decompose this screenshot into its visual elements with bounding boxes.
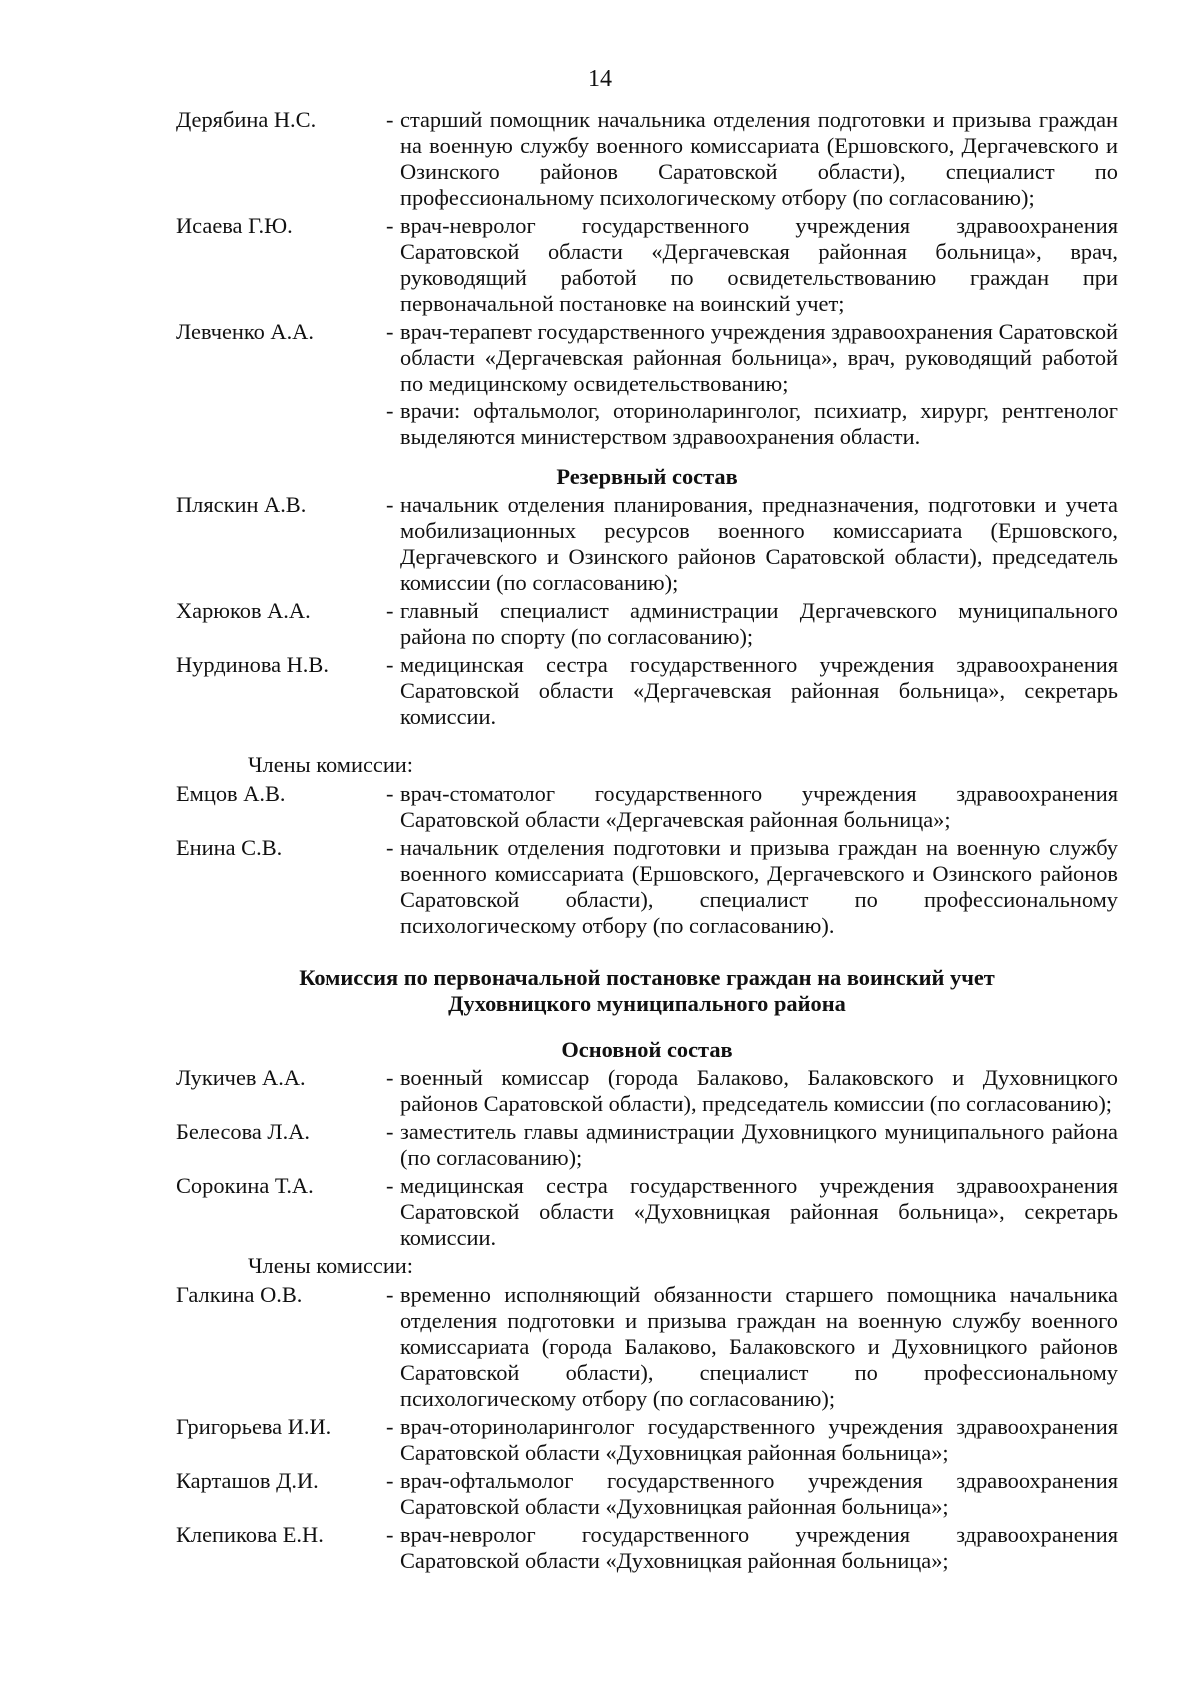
person-name: Дерябина Н.С.: [176, 107, 317, 132]
person-duties: - заместитель главы администрации Духовницкого муниципального района (по согласованию);: [386, 1119, 1118, 1170]
duty-text: военный комиссар (города Балаково, Балаковского и Духовницкого районов Саратовской области), председатель комиссии (по согласованию);: [400, 1065, 1118, 1116]
person-name: Харюков А.А.: [176, 598, 311, 623]
member-entry: [176, 1468, 1118, 1520]
person-name: Карташов Д.И.: [176, 1468, 319, 1493]
duty-text: медицинская сестра государственного учреждения здравоохранения Саратовской области «Духовницкая районная больница», секретарь комиссии.: [400, 1173, 1118, 1250]
person-entry: [176, 492, 1118, 596]
person-name: Емцов А.В.: [176, 781, 286, 806]
person-duties: - старший помощник начальника отделения подготовки и призыва граждан на военную службу военного комиссариата (Ершовского, Дергачевского и Озинского районов Саратовской области), специалист по профессиональному психологическому отбору (по согласованию);: [386, 107, 1118, 210]
document-body: [176, 107, 1118, 1576]
page-number: 14: [588, 66, 612, 92]
person-entry: [176, 319, 1118, 450]
person-duties: - медицинская сестра государственного учреждения здравоохранения Саратовской области «Дергачевская районная больница», секретарь комиссии.: [386, 652, 1118, 729]
commission-title-line: Комиссия по первоначальной постановке граждан на воинский учет: [299, 965, 995, 990]
member-entry: [176, 1414, 1118, 1466]
person-name: Галкина О.В.: [176, 1282, 303, 1307]
person-name: Белесова Л.А.: [176, 1119, 310, 1144]
duty-text: врач-офтальмолог государственного учреждения здравоохранения Саратовской области «Духовницкая районная больница»;: [400, 1468, 1118, 1519]
person-duties: - военный комиссар (города Балаково, Балаковского и Духовницкого районов Саратовской области), председатель комиссии (по согласованию);: [386, 1065, 1118, 1116]
section-heading: Основной состав: [561, 1037, 733, 1062]
person-name: Нурдинова Н.В.: [176, 652, 329, 677]
person-duties: - главный специалист администрации Дергачевского муниципального района по спорту (по согласованию);: [386, 598, 1118, 649]
duty-text: заместитель главы администрации Духовницкого муниципального района (по согласованию);: [400, 1119, 1118, 1170]
person-entry: [176, 1119, 1118, 1171]
person-duties: - врач-невролог государственного учреждения здравоохранения Саратовской области «Духовницкая районная больница»;: [386, 1522, 1118, 1573]
person-name: Исаева Г.Ю.: [176, 213, 293, 238]
duty-text: врач-стоматолог государственного учреждения здравоохранения Саратовской области «Дергачевская районная больница»;: [400, 781, 1118, 832]
person-name: Лукичев А.А.: [176, 1065, 306, 1090]
commission-title-line: Духовницкого муниципального района: [448, 991, 846, 1016]
member-entry: [176, 835, 1118, 939]
members-label: Члены комиссии:: [248, 752, 414, 777]
person-duties: - врач-невролог государственного учреждения здравоохранения Саратовской области «Дергачевская районная больница», врач, руководящий работой по освидетельствованию граждан при первоначальной постановке на воинский учет;: [386, 213, 1118, 316]
duty-text: врач-оториноларинголог государственного учреждения здравоохранения Саратовской области «Духовницкая районная больница»;: [400, 1414, 1118, 1465]
person-duties: - временно исполняющий обязанности старшего помощника начальника отделения подготовки и призыва граждан на военную службу военного комиссариата (города Балаково, Балаковского и Духовницкого районов Саратовской области), специалист по профессиональному психологическому отбору (по согласованию);: [386, 1282, 1118, 1411]
duty-text: врачи: офтальмолог, оториноларинголог, психиатр, хирург, рентгенолог выделяются министерством здравоохранения области.: [400, 398, 1118, 449]
duty-text: врач-терапевт государственного учреждения здравоохранения Саратовской области «Дергачевская районная больница», врач, руководящий работой по медицинскому освидетельствованию;: [400, 319, 1118, 396]
person-name: Пляскин А.В.: [176, 492, 307, 517]
duty-text: врач-невролог государственного учреждения здравоохранения Саратовской области «Дергачевская районная больница», врач, руководящий работой по освидетельствованию граждан при первоначальной постановке на воинский учет;: [400, 213, 1118, 316]
duty-text: начальник отделения подготовки и призыва граждан на военную службу военного комиссариата (Ершовского, Дергачевского и Озинского районов Саратовской области), специалист по профессиональному психологическому отбору (по согласованию).: [400, 835, 1118, 938]
person-entry: [176, 598, 1118, 650]
person-duties: - начальник отделения планирования, предназначения, подготовки и учета мобилизационных ресурсов военного комиссариата (Ершовского, Дергачевского и Озинского районов Саратовской области), председатель комиссии (по согласованию);: [386, 492, 1118, 595]
person-name: Клепикова Е.Н.: [176, 1522, 324, 1547]
commission-title: [176, 965, 1118, 1017]
duty-text: временно исполняющий обязанности старшего помощника начальника отделения подготовки и призыва граждан на военную службу военного комиссариата (города Балаково, Балаковского и Духовницкого районов Саратовской области), специалист по профессиональному психологическому отбору (по согласованию);: [400, 1282, 1118, 1411]
section-heading: Резервный состав: [556, 464, 738, 489]
person-entry: [176, 652, 1118, 730]
duty-text: главный специалист администрации Дергачевского муниципального района по спорту (по согласованию);: [400, 598, 1118, 649]
person-duties: - медицинская сестра государственного учреждения здравоохранения Саратовской области «Духовницкая районная больница», секретарь комиссии.: [386, 1173, 1118, 1250]
person-entry: [176, 107, 1118, 211]
duty-text: старший помощник начальника отделения подготовки и призыва граждан на военную службу военного комиссариата (Ершовского, Дергачевского и Озинского районов Саратовской области), специалист по профессиональному психологическому отбору (по согласованию);: [400, 107, 1118, 210]
person-duties: - врач-оториноларинголог государственного учреждения здравоохранения Саратовской области «Духовницкая районная больница»;: [386, 1414, 1118, 1465]
duty-text: начальник отделения планирования, предназначения, подготовки и учета мобилизационных ресурсов военного комиссариата (Ершовского, Дергачевского и Озинского районов Саратовской области), председатель комиссии (по согласованию);: [400, 492, 1118, 595]
member-entry: [176, 1282, 1118, 1412]
person-duties: - начальник отделения подготовки и призыва граждан на военную службу военного комиссариата (Ершовского, Дергачевского и Озинского районов Саратовской области), специалист по профессиональному психологическому отбору (по согласованию).: [386, 835, 1118, 938]
person-name: Григорьева И.И.: [176, 1414, 332, 1439]
duty-text: врач-невролог государственного учреждения здравоохранения Саратовской области «Духовницкая районная больница»;: [400, 1522, 1118, 1573]
member-entry: [176, 781, 1118, 833]
members-label: Члены комиссии:: [248, 1253, 414, 1278]
person-name: Левченко А.А.: [176, 319, 314, 344]
person-duties: - врач-офтальмолог государственного учреждения здравоохранения Саратовской области «Духовницкая районная больница»;: [386, 1468, 1118, 1519]
person-name: Енина С.В.: [176, 835, 283, 860]
person-entry: [176, 1065, 1118, 1117]
duty-text: медицинская сестра государственного учреждения здравоохранения Саратовской области «Дергачевская районная больница», секретарь комиссии.: [400, 652, 1118, 729]
person-name: Сорокина Т.А.: [176, 1173, 314, 1198]
person-entry: [176, 213, 1118, 317]
member-entry: [176, 1522, 1118, 1574]
person-entry: [176, 1173, 1118, 1251]
person-duties: - врач-терапевт государственного учреждения здравоохранения Саратовской области «Дергачевская районная больница», врач, руководящий работой по медицинскому освидетельствованию; - врачи: офтальмолог, оториноларинголог, психиатр, хирург, рентгенолог выделяются министерством здравоохранения области.: [386, 319, 1118, 449]
person-duties: - врач-стоматолог государственного учреждения здравоохранения Саратовской области «Дергачевская районная больница»;: [386, 781, 1118, 832]
